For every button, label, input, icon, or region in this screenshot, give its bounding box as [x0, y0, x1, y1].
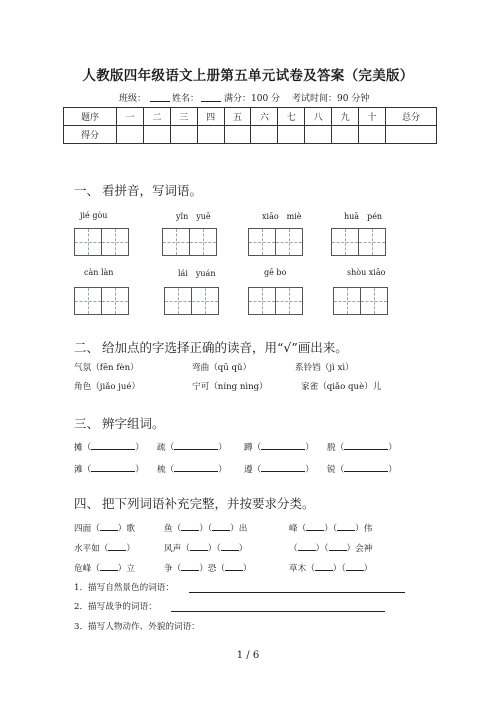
pinyin: xiāo miè: [262, 212, 302, 221]
score-cell[interactable]: [143, 126, 170, 144]
answer-blank[interactable]: [100, 561, 118, 571]
pinyin: lái yuán: [178, 269, 216, 278]
answer-blank[interactable]: [91, 440, 135, 450]
score-cell-header: 九: [332, 108, 359, 126]
answer-blank[interactable]: [100, 521, 118, 531]
word-item: 锐（ ）: [327, 462, 397, 475]
score-cell-header: 二: [143, 108, 170, 126]
answer-blank[interactable]: [181, 521, 199, 531]
idiom-text: ）: [363, 564, 373, 574]
answer-blank[interactable]: [108, 541, 126, 551]
answer-blank[interactable]: [261, 462, 305, 472]
word-char: 疏: [157, 443, 166, 453]
page-number: 1 / 6: [236, 650, 260, 661]
section1-heading: [74, 181, 202, 199]
pinyin: shòu xiāo: [347, 268, 386, 277]
word-item: 蹲（ ）: [244, 440, 314, 453]
reading-item[interactable]: 宁可（níng nìng）: [192, 382, 268, 392]
idiom-text: 鱼（: [164, 524, 182, 534]
idiom-text: ）（: [199, 524, 213, 534]
answer-blank[interactable]: [346, 561, 364, 571]
reading-item[interactable]: 弯曲（qū qǔ）: [192, 363, 252, 373]
score-cell[interactable]: [224, 126, 251, 144]
idiom-text: ）: [126, 544, 135, 554]
score-table-score-row: [64, 126, 437, 144]
section4-title: 把下列词语补充完整，并按要求分类。: [102, 496, 315, 511]
idiom-item: [164, 521, 247, 534]
answer-blank[interactable]: [261, 440, 305, 450]
score-cell[interactable]: [197, 126, 224, 144]
section1-number: 一、: [74, 183, 100, 198]
answer-blank[interactable]: [181, 561, 199, 571]
pinyin: gē bo: [264, 268, 287, 277]
name-label: 姓名：: [172, 94, 200, 104]
score-row-label: 得分: [64, 126, 117, 144]
reading-item[interactable]: 系铃铛（jì xì）: [295, 363, 354, 373]
idiom-text: ）恐（: [199, 564, 225, 574]
word-item: 梳（ ）: [157, 462, 227, 475]
idiom-text: ）伟: [355, 524, 373, 534]
score-cell-header: 五: [224, 108, 251, 126]
idiom-text: 四面（: [74, 524, 100, 534]
score-cell[interactable]: [170, 126, 197, 144]
full-score-label: 满分：100 分: [224, 94, 281, 104]
score-table: [63, 107, 437, 144]
section4-heading: [74, 494, 315, 512]
idiom-text: ）（: [332, 564, 346, 574]
section2-heading: [74, 338, 348, 356]
score-cell-header: 十: [359, 108, 386, 126]
idiom-item: [164, 561, 252, 574]
word-char: 摊: [74, 443, 83, 453]
answer-blank[interactable]: [225, 561, 243, 571]
word-char: 蹲: [244, 443, 253, 453]
idiom-text: 峰（: [289, 524, 307, 534]
idiom-text: （: [289, 544, 298, 554]
score-table-header-row: [64, 108, 437, 126]
answer-blank[interactable]: [344, 462, 388, 472]
section3-number: 三、: [74, 416, 100, 431]
idiom-text: ）: [243, 564, 252, 574]
answer-blank[interactable]: [212, 521, 230, 531]
reading-item[interactable]: 家雀（qiǎo què）儿: [301, 382, 382, 392]
idiom-item: [74, 541, 135, 554]
score-cell[interactable]: [305, 126, 332, 144]
score-cell-header: 六: [251, 108, 278, 126]
word-char: 滩: [74, 465, 83, 475]
idiom-text: ）: [238, 544, 248, 554]
answer-blank[interactable]: [344, 440, 388, 450]
classify-question-3: 3．描写人物动作、外貌的词语：: [74, 622, 200, 632]
word-item: 疏（ ）: [157, 440, 227, 453]
score-cell-header: 题序: [64, 108, 117, 126]
word-char: 梳: [157, 465, 166, 475]
answer-blank[interactable]: [306, 521, 324, 531]
section3-heading: [74, 414, 165, 432]
section1-title: 看拼音，写词语。: [102, 183, 203, 198]
answer-line[interactable]: [171, 611, 385, 612]
name-blank[interactable]: [201, 92, 221, 102]
idiom-text: 争（: [164, 564, 182, 574]
classify-question-1: 1．描写自然景色的词语：: [74, 583, 174, 593]
score-cell[interactable]: [251, 126, 278, 144]
answer-line[interactable]: [189, 592, 405, 593]
score-cell[interactable]: [332, 126, 359, 144]
score-cell-header: 八: [305, 108, 332, 126]
score-cell-header: 三: [170, 108, 197, 126]
exam-time-label: 考试时间：90 分钟: [292, 94, 370, 104]
idiom-item: [74, 521, 135, 534]
word-char: 脱: [327, 443, 336, 453]
pinyin: jié gòu: [80, 211, 108, 220]
idiom-text: ）（: [207, 544, 221, 554]
reading-item[interactable]: 气氛（fēn fèn）: [74, 363, 139, 373]
idiom-text: ）（: [315, 544, 329, 554]
answer-blank[interactable]: [174, 440, 218, 450]
idiom-text: ）（: [324, 524, 338, 534]
idiom-item: [164, 541, 247, 554]
score-cell-header: 四: [197, 108, 224, 126]
score-cell[interactable]: [117, 126, 144, 144]
answer-blank[interactable]: [221, 541, 239, 551]
score-cell[interactable]: [386, 126, 437, 144]
idiom-item: [289, 541, 372, 554]
idiom-text: 水平如（: [74, 544, 109, 554]
idiom-item: [74, 561, 135, 574]
answer-blank[interactable]: [174, 462, 218, 472]
idiom-text: 危峰（: [74, 564, 100, 574]
idiom-text: ）会神: [346, 544, 373, 554]
reading-item[interactable]: 角色（jiǎo jué）: [74, 382, 141, 392]
section2-number: 二、: [74, 340, 100, 355]
idiom-text: ）歌: [117, 524, 135, 534]
classify-question-2: 2．描写战争的词语：: [74, 602, 157, 612]
class-blank[interactable]: [150, 92, 170, 102]
word-item: 摊（ ）: [74, 440, 144, 453]
section3-title: 辨字组词。: [102, 416, 165, 431]
idiom-item: [289, 561, 372, 574]
score-cell[interactable]: [359, 126, 386, 144]
word-char: 遵: [244, 465, 253, 475]
idiom-text: 草木（: [289, 564, 315, 574]
word-item: 滩（ ）: [74, 462, 144, 475]
answer-blank[interactable]: [190, 541, 208, 551]
score-cell-header: 七: [278, 108, 305, 126]
section2-title: 给加点的字选择正确的读音，用“√”画出来。: [102, 340, 348, 355]
idiom-item: [289, 521, 372, 534]
class-label: 班级：: [119, 94, 147, 104]
word-item: 遵（ ）: [244, 462, 314, 475]
idiom-text: ）立: [117, 564, 135, 574]
idiom-text: 风声（: [164, 544, 190, 554]
score-cell-header: 一: [117, 108, 144, 126]
pinyin: huā pén: [344, 212, 383, 221]
pinyin: yǐn yuē: [176, 212, 211, 221]
pinyin: càn làn: [84, 268, 114, 277]
answer-blank[interactable]: [329, 541, 347, 551]
idiom-text: ）出: [230, 524, 248, 534]
score-cell[interactable]: [278, 126, 305, 144]
score-cell-header: 总分: [386, 108, 437, 126]
word-item: 脱（ ）: [327, 440, 397, 453]
section4-number: 四、: [74, 496, 100, 511]
answer-blank[interactable]: [337, 521, 355, 531]
answer-blank[interactable]: [91, 462, 135, 472]
page-title: 人教版四年级语文上册第五单元试卷及答案（完美版）: [82, 68, 414, 84]
word-char: 锐: [327, 465, 336, 475]
answer-blank[interactable]: [315, 561, 333, 571]
answer-blank[interactable]: [298, 541, 316, 551]
